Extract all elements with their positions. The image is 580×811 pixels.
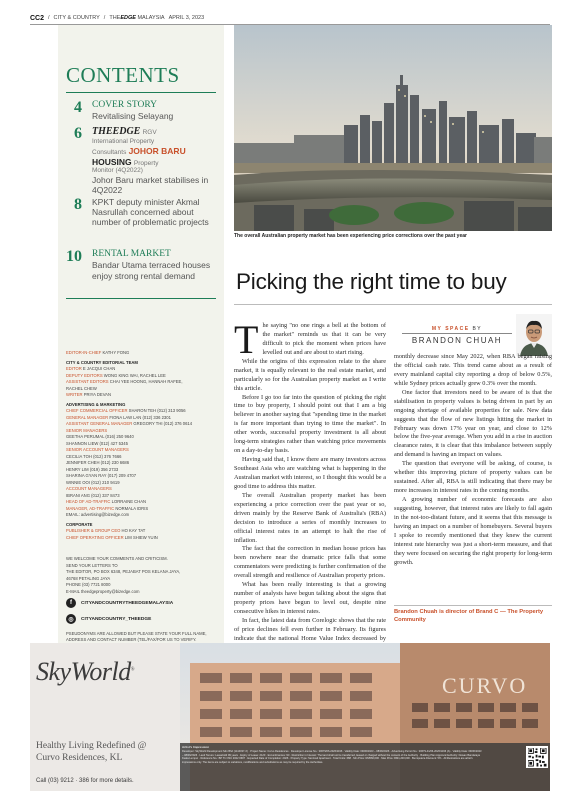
facebook-icon: f <box>66 598 76 608</box>
masthead-line: IBRANI ANG (012) 337 8473 <box>66 492 120 498</box>
masthead-line: CECILIA TOH (012) 376 7666 <box>66 453 122 459</box>
toc-page-number: 6 <box>74 125 82 142</box>
qr-code-icon[interactable] <box>526 746 548 768</box>
curvo-building-illustration <box>180 643 550 791</box>
kicker-rule <box>402 333 512 334</box>
paragraph: The saying "no one rings a bell at the bottom of the market" reminds us that it can be very difficult to pick the moment when prices have levelled out and are about to start rising. <box>234 317 386 362</box>
masthead-line: CHIEF OPERATING OFFICER LIM SHIEW YUIN <box>66 534 158 540</box>
melbourne-skyline-illustration <box>234 25 552 231</box>
paragraph: Having said that, I know there are many investors across Southeast Asia who are watching what is happening in the Australian market with interest, so I thought this would be a good time to address this matter. <box>234 456 386 490</box>
article-headline: Picking the right time to buy <box>236 269 507 294</box>
page-header: CC2 / CITY & COUNTRY / THEEDGE MALAYSIA APRIL 3, 2023 <box>30 14 205 22</box>
curvo-sign: CURVO <box>442 673 528 698</box>
paragraph: While the origins of this expression relate to the share market, it is equally relevant to the real estate market, and particularly so for the Australian property market as I write this article. <box>234 357 386 392</box>
masthead-line: SENIOR ACCOUNT MANAGERS <box>66 447 129 452</box>
masthead-line: GEETHA PERUMAL (016) 250 9640 <box>66 434 134 439</box>
masthead-line: RACHEL CHEW <box>66 385 97 391</box>
author-name: BRANDON CHUAH <box>411 336 503 345</box>
paragraph: The overall Australian property market has been experiencing a price correction over the past year or so, driven mainly by the Reserve Bank of Australia's (RBA) decision to introduce a series of monthly increases to official interest rates in an attempt to halt the rise of inflation. <box>234 491 386 544</box>
masthead-line: CHIEF COMMERCIAL OFFICER SHARON TEH (012) 313 9056 <box>66 408 186 413</box>
masthead-line: ASSISTANT GENERAL MANAGER GREGORY THI (012) 376 0614 <box>66 421 193 426</box>
skyworld-logo: SkyWorld® <box>36 657 135 686</box>
masthead-line: WINNIE OOI (012) 210 9419 <box>66 479 120 485</box>
toc-page-number: 10 <box>66 248 82 265</box>
paragraph: The fact that the correction in median house prices has been nowhere near the dramatic price falls that some commentators were predicting is further confirmation of the overall strength and resilience of Australian property prices. <box>234 545 386 580</box>
skyworld-advert[interactable] <box>30 643 550 791</box>
facebook-link[interactable]: f CITYANDCOUNTRYTHEEDGEMALAYSIA <box>66 598 173 608</box>
paragraph: The question that everyone will be asking, of course, is whether this improving picture of property values can be sustained. After all, RBA is still indicating that there may be more increases in interest rates in the coming months. <box>394 460 552 495</box>
toc-page-number: 4 <box>74 99 82 116</box>
paragraph: monthly decrease since May 2022, when RBA began raising the official cash rate. This trend came about as a result of every mainland capital city reporting a drop of below 0.5%, while Sydney prices actually grew 0.3% over the month. <box>394 353 552 387</box>
city-skyline-photo <box>234 25 552 231</box>
toc-description: Bandar Utama terraced houses enjoy strong rental demand <box>92 260 211 281</box>
photo-caption: The overall Australian property market has been experiencing price corrections over the past year <box>234 233 467 239</box>
masthead-line: EMAIL: advertising@bizedge.com <box>66 512 130 517</box>
masthead-line: EDITOR-IN-CHIEF KATHY FONG <box>66 350 130 355</box>
toc-item-kpkt[interactable] <box>66 197 216 228</box>
drop-cap: T <box>234 317 259 362</box>
headline-rule <box>234 304 552 305</box>
masthead-line: JENNIFER CHEH (012) 230 6686 <box>66 460 130 465</box>
page-number: CC2 <box>30 14 45 22</box>
masthead-section-title: ADVERTISING & MARKETING <box>66 401 126 407</box>
publication-name: THEEDGE MALAYSIA <box>109 15 165 21</box>
masthead-line: ACCOUNT MANAGERS <box>66 486 112 491</box>
paragraph: One factor that investors need to be aware of is that the stabilisation in property values is being driven in part by an ongoing shortage of available properties for sale. New data suggests that the flow of new listings hitting the market in February was down 17% year on year, and close to 12% below the five-year average. When you add in a rise in auction clearance rates, it is clear that this imbalance between supply and demand is having an impact on values. <box>394 388 552 459</box>
author-byline <box>394 318 552 352</box>
article-column-2 <box>394 353 552 568</box>
toc-heading-bold: HOUSING <box>92 156 132 167</box>
toc-description: KPKT deputy minister Akmal Nasrullah concerned about number of problematic projects <box>92 197 209 228</box>
toc-item-cover-story[interactable] <box>66 100 216 122</box>
toc-item-rental-market[interactable] <box>66 249 216 281</box>
toc-description: Revitalising Selayang <box>92 111 174 122</box>
masthead-line: HEAD OF AD-TRAFFIC LORRAINE CHAN <box>66 499 147 504</box>
toc-sponsor: International Property <box>92 138 155 145</box>
paragraph: In fact, the latest data from Corelogic shows that the rate of price declines fell even further in February. Its figures indicate that the national Home Value Index decreased by <box>234 616 386 642</box>
masthead-section-title: CORPORATE <box>66 521 93 527</box>
masthead-line: EDITOR E JACQUI CHAN <box>66 366 116 371</box>
toc-monitor-period: Monitor (4Q2022) <box>92 167 143 175</box>
column-kicker: MY SPACE BY <box>431 326 483 332</box>
masthead-line: WRITER PRIYA DEVAN <box>66 392 111 397</box>
the-edge-logo: THEEDGE <box>92 126 141 137</box>
toc-page-number: 8 <box>74 196 82 213</box>
masthead-line: HENRY LIM (019) 356 2733 <box>66 466 119 472</box>
masthead-line: PUBLISHER & GROUP CEO HO KAY TAT <box>66 528 146 533</box>
issue-date: APRIL 3, 2023 <box>168 15 205 21</box>
contents-rule-bottom <box>66 298 216 299</box>
toc-item-housing-monitor[interactable]: 6 THEEDGE RGV International Property Consultants JOHOR BARU HOUSING Property Monitor (4Q2022) Johor Baru market stabilises in 4Q2022 <box>66 126 216 196</box>
masthead-line: SHARINA GYAN RAY (017) 209 4707 <box>66 473 137 478</box>
masthead-line: ASSISTANT EDITORS CHAI YEE HOONG, HANNAH RAFEE, <box>66 379 183 384</box>
ad-phone[interactable]: Call (03) 9212 · 386 for more details. <box>36 778 134 784</box>
ad-disclaimer: Artist's Impression Developer: SkyWorld Development Sdn Bhd (1144037-X) · Project Name: Curvo Residences · Developer License No.: 30679/06-2026/1196 · Validity Date: 09/06/2023 – 08/06/2026 · Advertising Permit No.: 30679-41/06-2026/1196 (A) · Validity Date: 09/06/2023 – 08/06/2026 · Land Tenure: Leasehold 99 years · Expiry of Lease: 2120 · Encumbrances: Nil · Restriction in Interest: The land shall not be transferred, leased or charged without the consent of the Authority · Building Plan Approval Authority: Dewan Bandaraya Kuala Lumpur · Reference No.: BP T1 OSC 2022 0697 · Expected Date of Completion: 2026 · Property Type: Serviced Apartment · Total Units: 688 · Min Price: RM560,000 · Max Price: RM1,200,000 · Bumiputera Discount: 5% · All illustrations are artist's impressions only. The items are subject to variations, modifications and substitutions as may be required by the Authorities. <box>182 745 482 764</box>
masthead-line: SHANNON LIEW (012) 427 5345 <box>66 440 128 446</box>
instagram-icon: ◎ <box>66 614 76 624</box>
paragraph: A growing number of economic forecasts are also suggesting, however, that interest rates are likely to fall again in the not-too-distant future, and it seems that this message is having an impact on a number of homebuyers. Several buyers I spoke to recently mentioned that they knew the current interest rate hierarchy was just a short-term measure, and that they were focused on securing the right property for long-term growth. <box>394 496 552 566</box>
ad-tagline: Healthy Living Redefined @ Curvo Residences, KL <box>36 741 147 764</box>
masthead-section-title: CITY & COUNTRY EDITORIAL TEAM <box>66 359 138 365</box>
instagram-link[interactable]: ◎ CITYANDCOUNTRY_THEEDGE <box>66 614 151 624</box>
masthead-line: DEPUTY EDITORS WONG KING WAI, RACHEL LEE <box>66 372 166 378</box>
masthead-line: SENIOR MANAGERS <box>66 427 108 433</box>
article-column-1 <box>234 317 386 653</box>
section-name: CITY & COUNTRY <box>53 15 100 21</box>
toc-description: Johor Baru market stabilises in 4Q2022 <box>92 175 209 196</box>
bio-rule <box>394 605 552 606</box>
masthead <box>66 350 216 541</box>
author-portrait <box>516 314 552 356</box>
masthead-line: GENERAL MANAGER FIONA LAW LAN (012) 336 2301 <box>66 414 171 420</box>
toc-heading-orange: JOHOR BARU <box>128 145 186 156</box>
paragraph: What has been really interesting is that a growing number of analysts have begun talking about the signs that property prices have begun to level out, despite nine consecutive hikes in interest rates. <box>234 581 386 615</box>
toc-sponsor-line: THEEDGE RGV <box>92 126 157 137</box>
contact-info: WE WELCOME YOUR COMMENTS AND CRITICISM. SEND YOUR LETTERS TO THE EDITOR, PO BOX 6348, PEJABAT POS KELANA JAYA, 46768 PETALING JAYA PHONE (03) 7721 8000 E-MAIL theedgeproperty@bizedge.com <box>66 556 181 594</box>
contents-rule-top <box>66 92 216 93</box>
author-bio: Brandon Chuah is director of Brand C — The Property Community <box>394 609 544 624</box>
toc-heading: COVER STORY <box>92 100 158 110</box>
paragraph: Before I go too far into the question of picking the right time to buy property, I should point out that I am a big believer in another saying that "spending time in the market is far more important than trying to time the market". In other words, successful property investment is all about long-term strategies rather than watching price movements on a day-to-day basis. <box>234 393 386 455</box>
pseudonym-note: PSEUDONYMS ARE ALLOWED BUT PLEASE STATE YOUR FULL NAME, ADDRESS AND CONTACT NUMBER (TEL/FAX/FOR US TO VERIFY. <box>66 631 207 643</box>
toc-heading: RENTAL MARKET <box>92 249 171 259</box>
contents-title: CONTENTS <box>66 63 180 87</box>
masthead-line: MANAGER, AD-TRAFFIC NORMALA IDRIS <box>66 505 149 511</box>
